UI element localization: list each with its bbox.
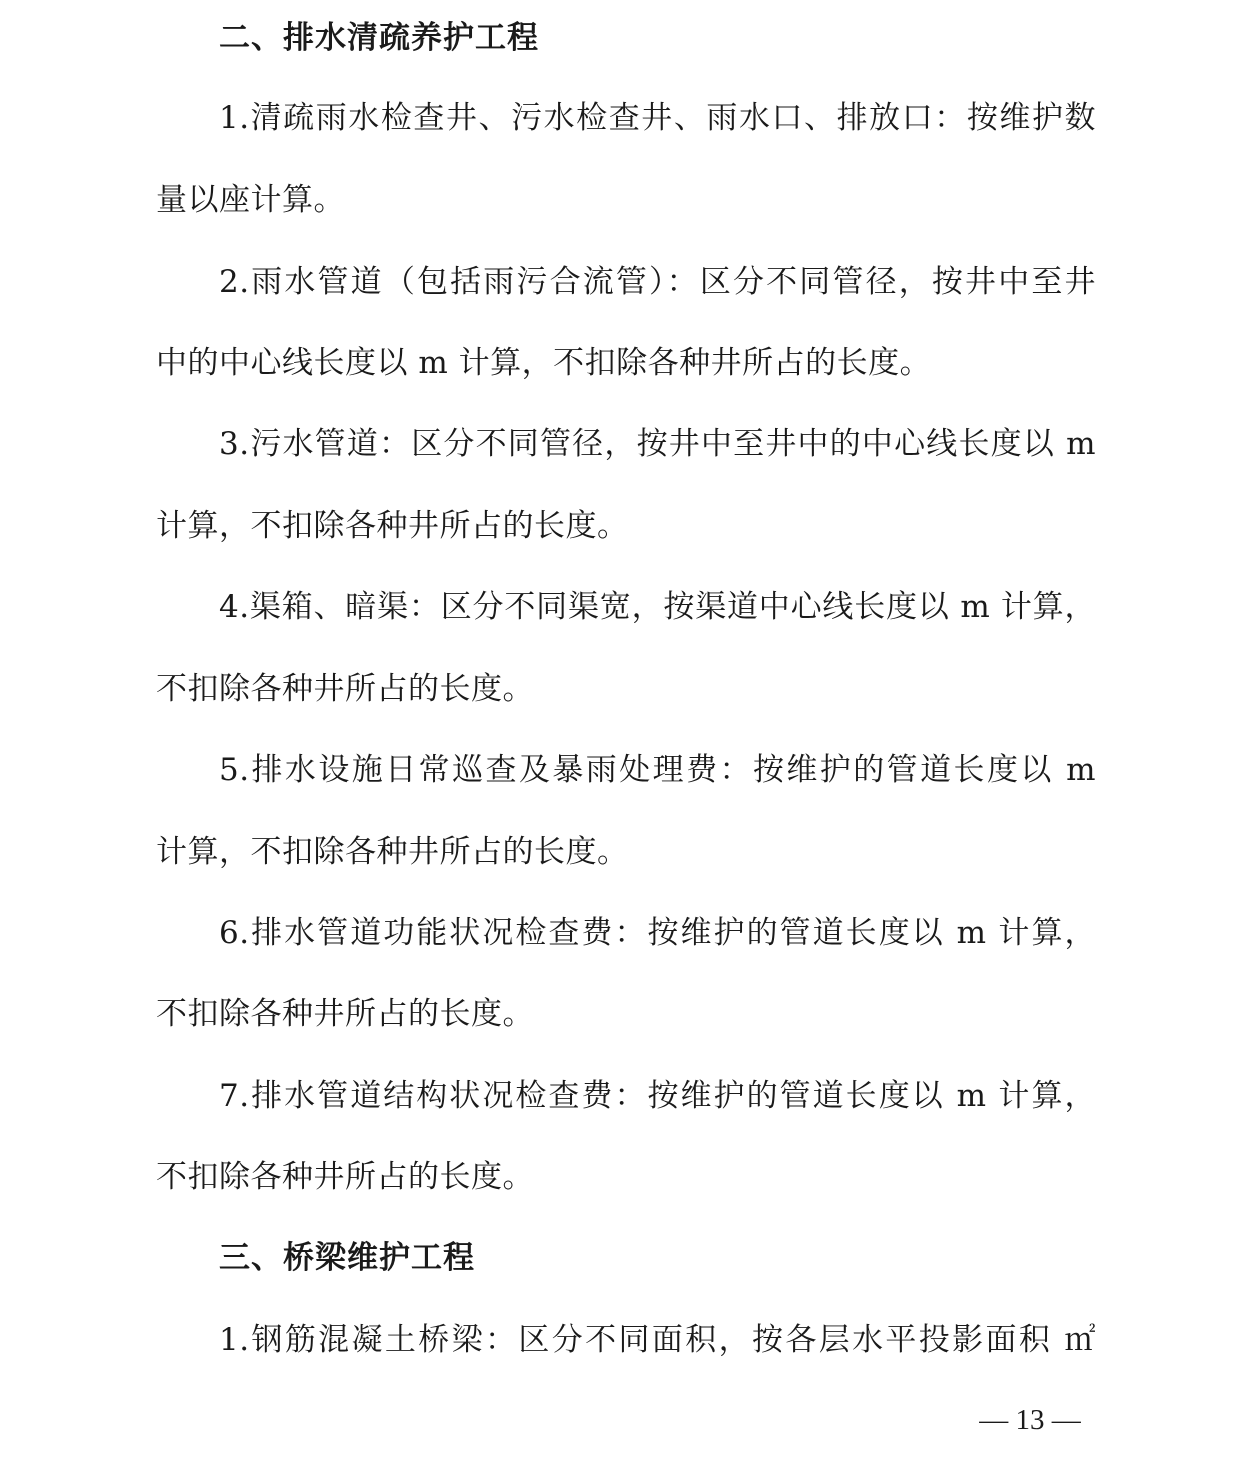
paragraph-line: 7.排水管道结构状况检查费：按维护的管道长度以 m 计算， xyxy=(219,1078,1096,1114)
page-number: — 13 — xyxy=(979,1404,1081,1436)
paragraph-line: 计算，不扣除各种井所占的长度。 xyxy=(156,508,629,544)
paragraph-line: 量以座计算。 xyxy=(156,182,345,218)
paragraph-line: 5.排水设施日常巡查及暴雨处理费：按维护的管道长度以 m xyxy=(219,752,1096,788)
paragraph-line: 不扣除各种井所占的长度。 xyxy=(156,671,534,707)
paragraph-line: 不扣除各种井所占的长度。 xyxy=(156,996,534,1032)
paragraph-line: 4.渠箱、暗渠：区分不同渠宽，按渠道中心线长度以 m 计算， xyxy=(219,589,1096,625)
paragraph-line: 不扣除各种井所占的长度。 xyxy=(156,1159,534,1195)
paragraph-line: 1.钢筋混凝土桥梁：区分不同面积，按各层水平投影面积 ㎡ xyxy=(219,1322,1096,1358)
paragraph-line: 3.污水管道：区分不同管径，按井中至井中的中心线长度以 m xyxy=(219,426,1096,462)
section-heading-bridge: 三、桥梁维护工程 xyxy=(219,1240,475,1276)
paragraph-line: 计算，不扣除各种井所占的长度。 xyxy=(156,834,629,870)
paragraph-line: 6.排水管道功能状况检查费：按维护的管道长度以 m 计算， xyxy=(219,915,1096,951)
paragraph-line: 2.雨水管道（包括雨污合流管）：区分不同管径，按井中至井 xyxy=(219,264,1096,300)
section-heading-drainage: 二、排水清疏养护工程 xyxy=(219,20,539,56)
paragraph-line: 中的中心线长度以 m 计算，不扣除各种井所占的长度。 xyxy=(156,345,932,381)
paragraph-line: 1.清疏雨水检查井、污水检查井、雨水口、排放口：按维护数 xyxy=(219,100,1096,136)
